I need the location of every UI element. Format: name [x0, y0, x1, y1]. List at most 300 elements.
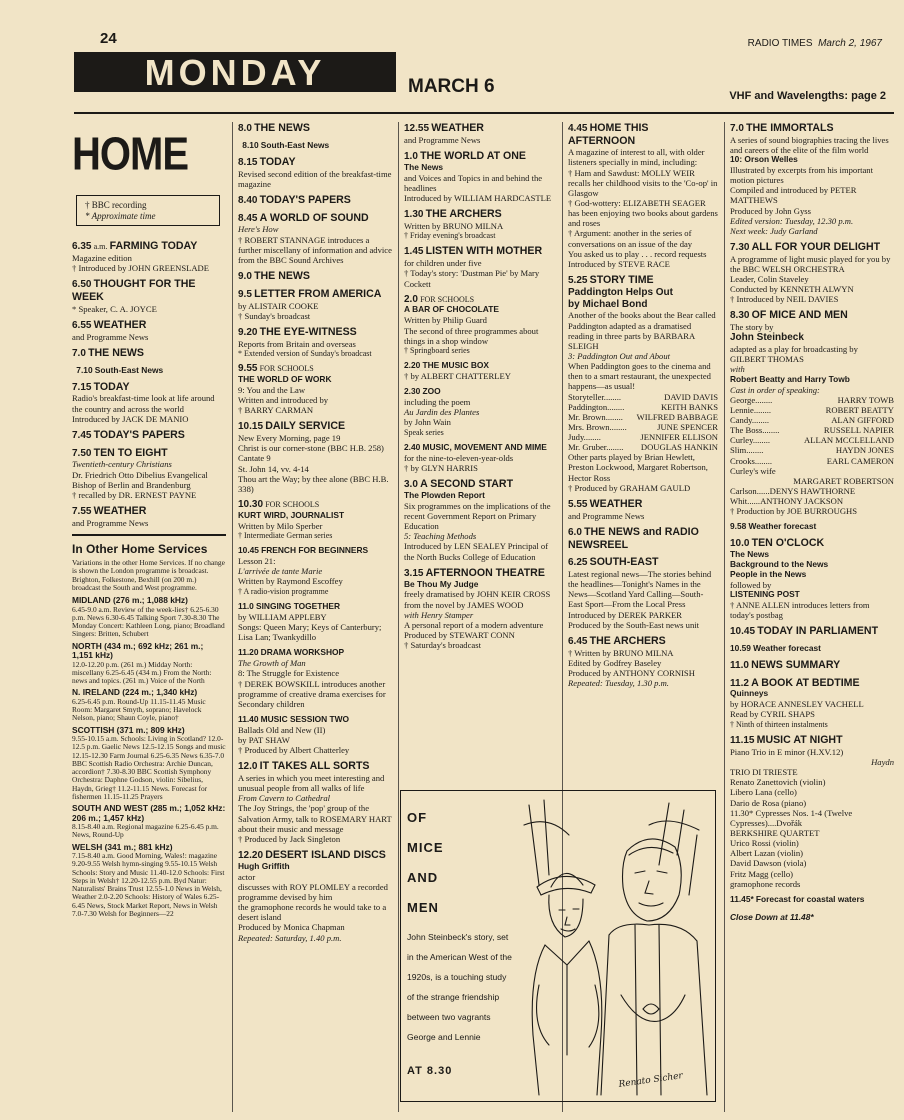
- time: 11.40: [238, 713, 259, 724]
- line: The News: [730, 549, 770, 560]
- programme-immortals: [730, 122, 894, 236]
- time: 8.0: [238, 123, 252, 134]
- programme-coastal-forecast: [730, 894, 894, 905]
- title: South-East News: [94, 364, 164, 375]
- title: OF MICE AND MEN: [751, 309, 848, 322]
- region-text: 6.25-6.45 p.m. Round-Up 11.15-11.45 Music Room: Margaret Smyth, soprano; Havelock Nelson, piano; Shaun Coyle, piano†: [72, 696, 206, 723]
- cast-actor: JENNIFER ELLISON: [640, 432, 718, 443]
- line: 9: You and the Law: [238, 384, 306, 395]
- line: Conducted by KENNETH ALWYN: [730, 284, 854, 295]
- region-text: 9.55-10.15 a.m. Schools: Living in Scotland? 12.0-12.5 p.m. Gaelic News 12.5-12.15 Songs and music 12.15-12.30 Farm Journal 6.25-6.35 News 6.35-7.0 BBC Scottish Radio Orchestra: Archie Duncan, accordion† 7.30-8.30 BBC Scottish Symphony Orchestra: Daphne Godson, violin: Sibelius, Haydn, Grieg† 11.2-11.15 News. Forecast for fishermen 11.15-11.25 Prayers: [72, 734, 226, 801]
- line: Paddington Helps Out: [568, 286, 673, 298]
- title: AFTERNOON THEATRE: [425, 566, 545, 579]
- line: Reports from Britain and overseas: [238, 338, 356, 349]
- column-home-early: [72, 122, 226, 918]
- time: 8.45: [238, 212, 258, 224]
- line: A magazine of interest to all, with older listeners specially in mind, including:: [568, 147, 705, 168]
- line: Another of the books about the Bear called Paddington adapted as a dramatised reading in three parts by BARBARA SLEIGH: [568, 310, 716, 351]
- cast-role: Mr. Brown........: [568, 411, 623, 422]
- line: actor: [238, 871, 256, 882]
- george-features: [559, 909, 579, 931]
- line: Fritz Magg (cello): [730, 868, 794, 879]
- line: Produced by John Gyss: [730, 205, 811, 216]
- cast-role: Slim........: [730, 445, 764, 456]
- programme-weather: [568, 498, 718, 521]
- close-down: Close Down at 11.48*: [730, 911, 814, 922]
- line: Written by Raymond Escoffey: [238, 576, 343, 587]
- cast-actor: HAYDN JONES: [835, 445, 894, 456]
- cast-row: [568, 442, 718, 452]
- time: 10.45: [730, 626, 756, 638]
- line: Cast in order of speaking:: [730, 384, 820, 395]
- line: and Programme News: [404, 134, 481, 145]
- line: Edited version: Tuesday, 12.30 p.m.: [730, 215, 854, 226]
- line: by ALISTAIR COOKE: [238, 300, 319, 311]
- two-men-illustration: [509, 795, 711, 1097]
- column-divider: [398, 122, 399, 1112]
- time: 7.0: [72, 347, 86, 359]
- line: 8: The Struggle for Existence: [238, 668, 340, 679]
- line: Illustrated by excerpts from his important motion pictures: [730, 164, 873, 186]
- time: 11.2: [730, 677, 749, 689]
- title: THE WORLD AT ONE: [420, 149, 526, 162]
- cast-actor: KEITH BANKS: [660, 401, 718, 412]
- title: THE EYE-WITNESS: [259, 325, 357, 338]
- cast-list: [568, 392, 718, 453]
- time: 9.20: [238, 326, 258, 338]
- time: 10.0: [730, 538, 750, 550]
- line: * Speaker, C. A. JOYCE: [72, 303, 157, 314]
- line: Curley's wife: [730, 465, 776, 476]
- masthead: [748, 38, 882, 49]
- line: † Sunday's broadcast: [238, 310, 311, 321]
- title: THE NEWS: [254, 122, 310, 134]
- cast-row: [730, 405, 894, 415]
- line: † BARRY CARMAN: [238, 405, 314, 416]
- line: Thou art the Way; by thee alone (BBC H.B. 338): [238, 473, 389, 494]
- time: 3.0: [404, 479, 418, 491]
- line: Background to the News: [730, 558, 829, 569]
- line: † Ninth of thirteen instalments: [730, 719, 828, 729]
- cast-row: [730, 425, 894, 435]
- lennie-head: [623, 839, 682, 921]
- time: 8.10: [242, 139, 259, 150]
- line: gramophone records: [730, 878, 801, 889]
- programme-radio-newsreel: [568, 526, 718, 551]
- programme-ten-oclock: [730, 537, 894, 620]
- line: Introduced by DEREK PARKER: [568, 609, 683, 620]
- title: Forecast for coastal waters: [755, 893, 865, 904]
- cast-actor: HARRY TOWB: [837, 394, 894, 405]
- line: Robert Beatty and Harry Towb: [730, 373, 850, 384]
- other-services-heading: In Other Home Services: [72, 534, 226, 556]
- region-heading: N. IRELAND (224 m.; 1,340 kHz): [72, 687, 198, 698]
- line: A personal report of a modern adventure: [404, 619, 544, 630]
- line: by PAT SHAW: [238, 734, 290, 745]
- line: 11.30* Cypresses Nos. 1-4 (Twelve Cypresses)....Dvořák: [730, 807, 853, 828]
- line: the gramophone records he would take to a desert island: [238, 902, 387, 923]
- line: Repeated: Tuesday, 1.30 p.m.: [568, 678, 669, 688]
- time: 12.55: [404, 123, 430, 134]
- programme-world-at-one: [404, 150, 556, 203]
- of-mice-and-men-feature: [400, 790, 716, 1102]
- line: Other parts played by Brian Hewlett, Preston Lockwood, Margaret Robertson, Hector Ross: [568, 452, 708, 483]
- line: † Produced by Jack Singleton: [238, 833, 341, 844]
- line: Renato Zanettovich (violin): [730, 777, 826, 788]
- line: for the nine-to-eleven-year-olds: [404, 452, 514, 463]
- time: 1.0: [404, 150, 418, 162]
- region-heading: SOUTH AND WEST (285 m.; 1,052 kHz: 206 m.; 1,457 kHz): [72, 803, 226, 823]
- programme-home-this-afternoon: [568, 122, 718, 269]
- cast-row: [568, 402, 718, 412]
- programme-of-mice-and-men: [730, 309, 894, 516]
- cast-role: George........: [730, 394, 773, 405]
- title: Weather forecast: [748, 521, 817, 532]
- programme-bar-of-chocolate: [404, 294, 556, 356]
- line: Songs: Queen Mary; Keys of Canterbury; Lisa Lan; Twankydillo: [238, 622, 382, 643]
- cast-actor: EARL CAMERON: [826, 455, 894, 466]
- cast-row: [730, 456, 894, 466]
- title: ZOO: [422, 386, 441, 397]
- programme-music-movement-mime: [404, 442, 556, 473]
- programme-weather: [72, 319, 226, 342]
- line: † Production by JOE BURROUGHS: [730, 506, 858, 517]
- line: † Intermediate German series: [238, 530, 333, 540]
- line: Magazine edition: [72, 253, 132, 264]
- line: Produced by Monica Chapman: [238, 922, 345, 933]
- line: † Friday evening's broadcast: [404, 231, 496, 240]
- programme-desert-island-discs: [238, 849, 392, 943]
- line: freely dramatised by JOHN KEIR CROSS from the novel by JAMES WOOD: [404, 589, 551, 610]
- programme-letter-from-america: [238, 288, 392, 321]
- service-title: HOME: [72, 129, 188, 180]
- line: Albert Lazan (violin): [730, 848, 804, 859]
- programme-weather-forecast-2: [730, 643, 894, 654]
- cast-role: Candy........: [730, 414, 770, 425]
- title: TODAY IN PARLIAMENT: [757, 625, 879, 638]
- programme-all-for-your-delight: [730, 241, 894, 305]
- programme-second-start: [404, 478, 556, 562]
- title: ALL FOR YOUR DELIGHT: [751, 240, 881, 253]
- line: L'arrivée de tante Marie: [238, 566, 323, 577]
- cast-role: Mrs. Brown........: [568, 421, 627, 432]
- time: 7.45: [72, 429, 92, 441]
- line: † Saturday's broadcast: [404, 640, 481, 651]
- for-schools: FOR SCHOOLS: [259, 364, 314, 374]
- hat-crown: [551, 873, 583, 887]
- programme-book-at-bedtime: [730, 677, 894, 729]
- programme-music-at-night: [730, 734, 894, 889]
- title: THE NEWS and RADIO NEWSREEL: [568, 525, 699, 551]
- programme-news-summary: [730, 659, 894, 672]
- title: TODAY'S PAPERS: [259, 193, 351, 206]
- programme-south-east: [568, 556, 718, 630]
- programme-south-east-news: [72, 365, 226, 376]
- cast-actor: DAVID DAVIS: [664, 391, 718, 402]
- time: 2.0: [404, 293, 418, 305]
- cast-row: [568, 392, 718, 402]
- line: † Introduced by JOHN GREENSLADE: [72, 263, 210, 274]
- line: and Programme News: [568, 510, 645, 521]
- line: Introduced by LEN SEALEY Principal of the North Bucks College of Education: [404, 541, 549, 562]
- line: including the poem: [404, 397, 471, 408]
- branch-strokes: [524, 821, 699, 835]
- line: Next week: Judy Garland: [730, 225, 818, 236]
- line: John Steinbeck: [730, 332, 804, 344]
- title: DESERT ISLAND DISCS: [265, 849, 386, 862]
- time: 8.40: [238, 194, 258, 206]
- programme-music-session: [238, 714, 392, 755]
- feature-word: AND: [407, 870, 439, 885]
- title: WEATHER: [93, 504, 147, 517]
- time: 9.0: [238, 270, 252, 282]
- line: adapted as a play for broadcasting by GILBERT THOMAS: [730, 344, 858, 365]
- title: MUSIC AT NIGHT: [756, 734, 843, 747]
- title: THE ARCHERS: [589, 634, 666, 647]
- lennie-hands: [621, 995, 685, 1021]
- region-heading: SCOTTISH (371 m.; 809 kHz): [72, 724, 185, 735]
- programme-it-takes-all-sorts: [238, 760, 392, 844]
- line: Ballads Old and New (II): [238, 724, 326, 735]
- programme-daily-service: [238, 420, 392, 494]
- line: Urico Rossi (violin): [730, 838, 799, 849]
- title: TEN O'CLOCK: [751, 537, 825, 550]
- line: The second of three programmes about things in a shop window: [404, 325, 539, 346]
- line: The story by: [730, 322, 774, 333]
- time: 11.0: [238, 601, 254, 611]
- programme-world-of-work: [238, 363, 392, 415]
- feature-word: OF: [407, 810, 428, 825]
- for-schools: FOR SCHOOLS: [420, 294, 475, 304]
- programme-eye-witness: [238, 326, 392, 358]
- title: SOUTH-EAST: [589, 556, 659, 569]
- line: 5: Teaching Methods: [404, 531, 477, 542]
- ampm: a.m.: [93, 242, 108, 252]
- line: Carlson......DENYS HAWTHORNE: [730, 485, 856, 496]
- line: St. John 14, vv. 4-14: [238, 463, 309, 474]
- programme-today: [72, 381, 226, 424]
- title: WEATHER: [431, 122, 484, 134]
- line: Repeated: Saturday, 1.40 p.m.: [238, 932, 342, 943]
- title: TEN TO EIGHT: [93, 446, 168, 459]
- line: † by ALBERT CHATTERLEY: [404, 371, 511, 382]
- hat-brim: [537, 876, 595, 895]
- time: 2.20: [404, 360, 421, 371]
- cast-row: [730, 395, 894, 405]
- programme-weather-2: [72, 505, 226, 528]
- time: 7.55: [72, 505, 92, 517]
- column-afternoon: [404, 122, 556, 655]
- cast-row: [730, 435, 894, 445]
- line: † by GLYN HARRIS: [404, 463, 478, 474]
- programme-music-box: [404, 360, 556, 381]
- line: LISTENING POST: [730, 588, 800, 599]
- title: TODAY: [93, 380, 130, 393]
- cast-actor: ALLAN MCCLELLAND: [804, 435, 894, 446]
- line: Haydn: [871, 756, 894, 767]
- cast-role: Judy........: [568, 432, 601, 443]
- line: Dario de Rosa (piano): [730, 797, 807, 808]
- title: Weather forecast: [753, 642, 821, 653]
- publication-name: RADIO TIMES: [747, 38, 813, 49]
- line: by John Wain: [404, 417, 451, 428]
- line: The Joy Strings, the 'pop' group of the Salvation Army, talk to ROSEMARY HART about their music and message: [238, 803, 392, 834]
- region-heading: MIDLAND (276 m.; 1,088 kHz): [72, 595, 188, 606]
- line: Au Jardin des Plantes: [404, 407, 480, 418]
- programme-date: MARCH 6: [408, 76, 495, 97]
- line: Produced by ANTHONY CORNISH: [568, 667, 695, 678]
- line: Edited by Godfrey Baseley: [568, 657, 662, 668]
- title: THE MUSIC BOX: [422, 360, 490, 371]
- title: THE WORLD OF WORK: [238, 373, 332, 384]
- top-rule: [74, 112, 894, 114]
- programme-news: [72, 347, 226, 360]
- region-text: 12.0-12.20 p.m. (261 m.) Midday North: miscellany 6.25-6.45 (434 m.) From the North: news and topics. (261 m.) Voice of the North: [72, 659, 212, 686]
- lennie-overall-straps: [635, 925, 661, 1095]
- time: 5.25: [568, 274, 588, 286]
- cast-list: [730, 395, 894, 466]
- line: with: [730, 364, 745, 375]
- title: MUSIC SESSION TWO: [260, 713, 350, 724]
- line: † ROBERT STANNAGE introduces a further miscellany of information and advice from the BBC Sound Archives: [238, 234, 392, 265]
- region-text: 7.15-8.40 a.m. Good Morning, Wales!: magazine 9.20-9.55 Welsh hymn-singing 9.55-10.15 Welsh Schools: Story and Music 11.40-12.0 Schools: First Steps in Welsh† 12.20-12.55 p.m. Byd Natur: Naturalists' Brains Trust 12.55-1.0 News in Welsh, Weather 2.0-2.20 Schools: History of Wales 6.25-6.45 News, Stock Market Report, News in Welsh 7.0-7.30 Welsh for Beginners—22: [72, 851, 225, 918]
- programme-todays-papers: [72, 429, 226, 442]
- line: Christ is our corner-stone (BBC H.B. 258): [238, 443, 384, 454]
- day-banner: [74, 52, 396, 92]
- time: 9.55: [238, 363, 258, 375]
- line: † recalled by DR. ERNEST PAYNE: [72, 489, 197, 500]
- programme-zoo: [404, 386, 556, 437]
- programme-archers: [404, 208, 556, 240]
- line: 3: Paddington Out and About: [568, 350, 671, 361]
- region-heading: WELSH (341 m.; 881 kHz): [72, 841, 173, 852]
- title: THE NEWS: [254, 269, 310, 282]
- programme-world-of-sound: [238, 212, 392, 265]
- programme-afternoon-theatre: [404, 567, 556, 651]
- line: and Programme News: [72, 517, 149, 528]
- time: 9.58: [730, 521, 747, 532]
- line: by HORACE ANNESLEY VACHELL: [730, 699, 864, 710]
- line: by Michael Bond: [568, 298, 648, 310]
- cast-actor: DOUGLAS HANKIN: [640, 442, 718, 453]
- time: 10.45: [238, 545, 259, 556]
- programme-drama-workshop: [238, 647, 392, 709]
- programme-ten-to-eight: [72, 447, 226, 500]
- title: SINGING TOGETHER: [256, 601, 341, 611]
- region-heading: NORTH (434 m.; 692 kHz; 261 m.; 1,151 kHz): [72, 640, 204, 661]
- time: 11.45*: [730, 893, 754, 904]
- programme-south-east-news: [238, 140, 392, 151]
- line: A series of sound biographies tracing the lives and careers of the elite of the film world: [730, 134, 889, 155]
- programme-weather-forecast: [730, 521, 894, 532]
- column-divider: [232, 122, 233, 1112]
- column-divider: [724, 122, 725, 1112]
- issue-date: March 2, 1967: [818, 38, 882, 49]
- time: 6.0: [568, 526, 582, 538]
- line: The Plowden Report: [404, 490, 485, 501]
- title: LISTEN WITH MOTHER: [425, 245, 543, 258]
- column-morning: [238, 122, 392, 948]
- programme-todays-papers: [238, 194, 392, 207]
- cast-actor: JUNE SPENCER: [657, 421, 718, 432]
- programme-farming-today: [72, 240, 226, 273]
- title: WEATHER: [93, 318, 147, 331]
- line: A series in which you meet interesting and unusual people from all walks of life: [238, 773, 385, 794]
- title: DRAMA WORKSHOP: [260, 647, 345, 658]
- george-arms: [537, 985, 599, 1047]
- time: 7.10: [76, 364, 93, 375]
- region-text: 8.15-8.40 a.m. Regional magazine 6.25-6.45 p.m. News, Round-Up: [72, 822, 219, 840]
- line: Introduced by WILLIAM HARDCASTLE: [404, 192, 552, 203]
- line: Dr. Friedrich Otto Dibelius Evangelical Bishop of Berlin and Brandenburg: [72, 469, 208, 490]
- line: Written by Philip Guard: [404, 315, 487, 326]
- time: 8.30: [730, 310, 750, 322]
- line: and Voices and Topics in and behind the headlines: [404, 172, 543, 193]
- line: † ANNE ALLEN introduces letters from today's postbag: [730, 599, 870, 620]
- title: THOUGHT FOR THE WEEK: [72, 278, 196, 304]
- time: 7.0: [730, 123, 744, 134]
- time: 8.15: [238, 156, 258, 168]
- cast-actor: ROBERT BEATTY: [825, 404, 894, 415]
- line: Written by Milo Sperber: [238, 520, 323, 531]
- line: Produced by STEWART CONN: [404, 630, 515, 641]
- title: MUSIC, MOVEMENT AND MIME: [422, 442, 547, 453]
- line: Revised second edition of the breakfast-time magazine: [238, 168, 392, 189]
- time: 12.0: [238, 761, 258, 773]
- line: MARGARET ROBERTSON: [793, 475, 894, 486]
- programme-story-time: [568, 274, 718, 493]
- time: 7.15: [72, 381, 92, 393]
- programme-kurt-wird: [238, 499, 392, 540]
- title: South-East News: [260, 139, 330, 150]
- title: DAILY SERVICE: [265, 420, 346, 433]
- time: 4.45: [568, 123, 588, 134]
- cast-role: Lennie........: [730, 404, 772, 415]
- line: Whit......ANTHONY JACKSON: [730, 496, 844, 507]
- line: Speak series: [404, 427, 444, 437]
- legend-approximate: * Approximate time: [85, 210, 156, 221]
- time: 2.40: [404, 442, 421, 453]
- other-intro: Variations in the other Home Services. If no change is shown the London programme is broadcast. Brighton, Folkestone, Bexhill (on 200 m.) broadcast the South and West programme.: [72, 558, 225, 592]
- line: David Dawson (viola): [730, 858, 807, 869]
- line: † Ham and Sawdust: MOLLY WEIR recalls her childhood visits to the 'Co-op' in Glasgow: [568, 167, 718, 198]
- title: A SECOND START: [420, 478, 514, 491]
- time: 5.55: [568, 498, 588, 510]
- line: * Extended version of Sunday's broadcast: [238, 348, 372, 358]
- cast-role: Paddington........: [568, 401, 625, 412]
- lennie-hair: [629, 847, 673, 855]
- programme-news-2: [238, 270, 392, 283]
- time: 6.35: [72, 241, 92, 253]
- symbols-legend: [76, 195, 220, 226]
- line: by WILLIAM APPLEBY: [238, 611, 327, 622]
- cast-row: [730, 445, 894, 455]
- time: 9.5: [238, 288, 252, 300]
- line: Latest regional news—The stories behind the headlines—Tonight's Names in the News—Scotland Yard Calling—South-East Sport—From the Local Press: [568, 568, 712, 610]
- line: † Today's story: 'Dustman Pie' by Mary Cockett: [404, 268, 540, 289]
- line: Written and introduced by: [238, 395, 329, 406]
- time: 6.25: [568, 557, 588, 569]
- cast-role: The Boss........: [730, 425, 780, 436]
- time: 12.20: [238, 850, 264, 862]
- vhf-reference: VHF and Wavelengths: page 2: [729, 90, 886, 102]
- title: THE NEWS: [88, 346, 144, 359]
- line: Six programmes on the implications of the recent Government Report on Primary Education: [404, 500, 551, 532]
- line: † Springboard series: [404, 345, 470, 355]
- line: † Introduced by NEIL DAVIES: [730, 294, 839, 305]
- title: FARMING TODAY: [109, 240, 198, 253]
- line: TRIO DI TRIESTE: [730, 767, 798, 778]
